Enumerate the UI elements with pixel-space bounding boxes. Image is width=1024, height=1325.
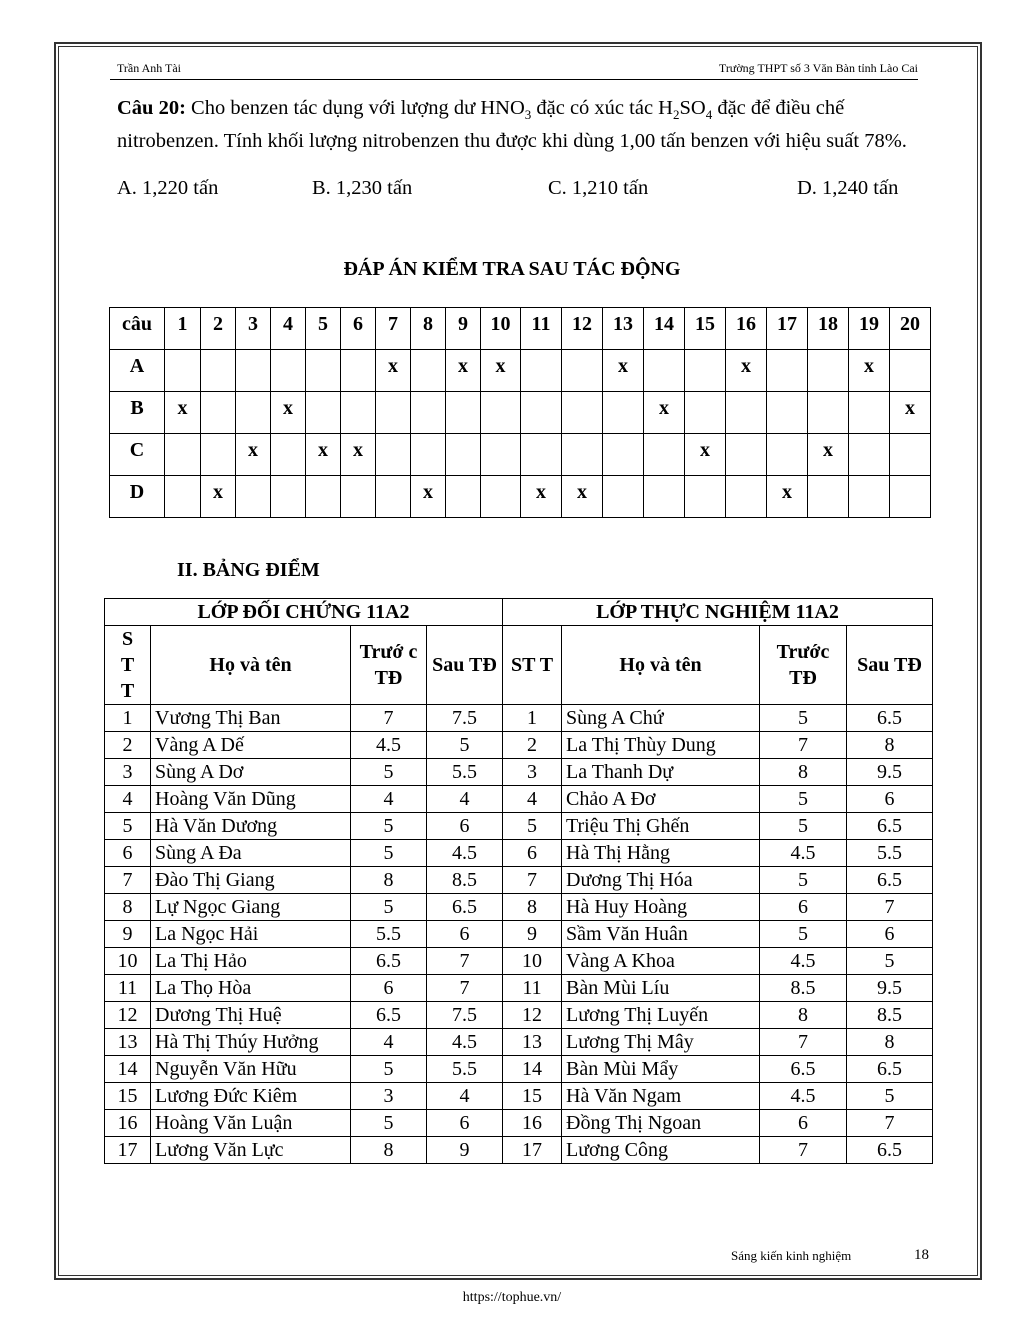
- answer-cell: x: [644, 392, 685, 434]
- cell-before-left: 6.5: [351, 948, 427, 975]
- answer-cell: x: [521, 476, 562, 518]
- cell-stt-left: 11: [105, 975, 151, 1002]
- cell-before-left: 5: [351, 759, 427, 786]
- option-a: A. 1,220 tấn: [117, 177, 219, 199]
- option-b: B. 1,230 tấn: [312, 177, 413, 199]
- cell-before-right: 4.5: [760, 948, 847, 975]
- cell-after-left: 4: [427, 1083, 503, 1110]
- group-control-header: LỚP ĐỐI CHỨNG 11A2: [105, 599, 503, 626]
- cell-name-right: Bàn Mùi Líu: [562, 975, 760, 1002]
- score-row: [105, 705, 933, 732]
- cell-before-right: 6: [760, 1110, 847, 1137]
- cell-name-right: La Thanh Dự: [562, 759, 760, 786]
- cell-after-right: 5: [847, 948, 933, 975]
- score-row: [105, 975, 933, 1002]
- answer-cell: [767, 350, 808, 392]
- answer-cell: [341, 350, 376, 392]
- cell-after-left: 7.5: [427, 1002, 503, 1029]
- cell-before-left: 5: [351, 813, 427, 840]
- cell-name-right: Sầm Văn Huân: [562, 921, 760, 948]
- answer-cell: [165, 476, 201, 518]
- col-before-right: Trước TĐ: [760, 626, 847, 705]
- cell-after-left: 4: [427, 786, 503, 813]
- score-row: [105, 921, 933, 948]
- answer-key-header-cell: 20: [890, 308, 931, 350]
- answer-cell: x: [603, 350, 644, 392]
- answer-option-label: B: [110, 392, 165, 434]
- answer-cell: [644, 350, 685, 392]
- answer-cell: x: [446, 350, 481, 392]
- cell-stt-right: 6: [503, 840, 562, 867]
- answer-key-header-cell: 1: [165, 308, 201, 350]
- option-c: C. 1,210 tấn: [548, 177, 649, 199]
- answer-key-header-cell: 11: [521, 308, 562, 350]
- answer-key-header-cell: 14: [644, 308, 685, 350]
- cell-after-right: 6: [847, 786, 933, 813]
- cell-name-left: Đào Thị Giang: [151, 867, 351, 894]
- cell-stt-right: 12: [503, 1002, 562, 1029]
- cell-stt-left: 10: [105, 948, 151, 975]
- score-row: [105, 1083, 933, 1110]
- cell-after-left: 4.5: [427, 840, 503, 867]
- cell-after-left: 5.5: [427, 1056, 503, 1083]
- cell-stt-right: 3: [503, 759, 562, 786]
- cell-before-right: 7: [760, 1137, 847, 1164]
- cell-before-left: 5: [351, 894, 427, 921]
- answer-cell: x: [685, 434, 726, 476]
- answer-key-header-cell: câu: [110, 308, 165, 350]
- answer-cell: [890, 350, 931, 392]
- answer-cell: [306, 476, 341, 518]
- answer-cell: [306, 392, 341, 434]
- answer-key-header-cell: 12: [562, 308, 603, 350]
- cell-name-left: La Thị Hảo: [151, 948, 351, 975]
- cell-after-right: 8.5: [847, 1002, 933, 1029]
- cell-before-right: 5: [760, 813, 847, 840]
- answer-cell: x: [481, 350, 521, 392]
- cell-stt-left: 9: [105, 921, 151, 948]
- answer-cell: [562, 434, 603, 476]
- cell-before-right: 5: [760, 867, 847, 894]
- answer-cell: [808, 392, 849, 434]
- answer-key-header-cell: 10: [481, 308, 521, 350]
- col-stt-left: S T T: [105, 626, 151, 705]
- answer-cell: [849, 476, 890, 518]
- cell-stt-right: 5: [503, 813, 562, 840]
- answer-cell: [603, 476, 644, 518]
- cell-after-left: 6.5: [427, 894, 503, 921]
- answer-cell: [236, 350, 271, 392]
- answer-cell: [411, 392, 446, 434]
- answer-cell: [521, 392, 562, 434]
- cell-before-left: 5: [351, 1056, 427, 1083]
- cell-stt-left: 15: [105, 1083, 151, 1110]
- score-table: [104, 598, 933, 1164]
- score-row: [105, 1029, 933, 1056]
- answer-cell: [890, 434, 931, 476]
- col-after-right: Sau TĐ: [847, 626, 933, 705]
- cell-after-left: 7: [427, 975, 503, 1002]
- answer-key-row: [110, 350, 931, 392]
- answer-key-header-cell: 17: [767, 308, 808, 350]
- col-name-left: Họ và tên: [151, 626, 351, 705]
- col-before-left: Trướ c TĐ: [351, 626, 427, 705]
- answer-cell: [890, 476, 931, 518]
- cell-name-left: La Ngọc Hải: [151, 921, 351, 948]
- answer-cell: [644, 476, 685, 518]
- answer-cell: [446, 476, 481, 518]
- answer-key-header-row: [110, 308, 931, 350]
- answer-cell: [808, 350, 849, 392]
- answer-cell: [271, 350, 306, 392]
- cell-after-right: 6.5: [847, 1137, 933, 1164]
- cell-name-right: Bàn Mùi Mẩy: [562, 1056, 760, 1083]
- cell-stt-right: 2: [503, 732, 562, 759]
- cell-name-left: Lự Ngọc Giang: [151, 894, 351, 921]
- cell-stt-left: 12: [105, 1002, 151, 1029]
- answer-cell: x: [236, 434, 271, 476]
- answer-key-header-cell: 19: [849, 308, 890, 350]
- answer-cell: [306, 350, 341, 392]
- answer-key-row: [110, 392, 931, 434]
- answer-cell: x: [767, 476, 808, 518]
- cell-name-right: Hà Văn Ngam: [562, 1083, 760, 1110]
- cell-before-right: 8: [760, 759, 847, 786]
- answer-key-header-cell: 4: [271, 308, 306, 350]
- cell-stt-right: 10: [503, 948, 562, 975]
- answer-cell: [726, 476, 767, 518]
- answer-key-header-cell: 15: [685, 308, 726, 350]
- cell-stt-right: 17: [503, 1137, 562, 1164]
- cell-before-left: 5: [351, 1110, 427, 1137]
- answer-cell: [808, 476, 849, 518]
- cell-stt-right: 9: [503, 921, 562, 948]
- question-text-2: đặc có xúc tác H: [531, 97, 673, 119]
- answer-cell: [521, 434, 562, 476]
- answer-key-header-cell: 16: [726, 308, 767, 350]
- answer-key-header-cell: 9: [446, 308, 481, 350]
- answer-cell: [481, 476, 521, 518]
- cell-before-left: 4: [351, 786, 427, 813]
- cell-after-left: 6: [427, 1110, 503, 1137]
- cell-after-left: 6: [427, 921, 503, 948]
- cell-stt-right: 1: [503, 705, 562, 732]
- cell-stt-left: 3: [105, 759, 151, 786]
- cell-after-left: 7: [427, 948, 503, 975]
- answer-cell: x: [271, 392, 306, 434]
- cell-before-left: 5: [351, 840, 427, 867]
- cell-stt-left: 5: [105, 813, 151, 840]
- answer-cell: [481, 392, 521, 434]
- answer-cell: x: [201, 476, 236, 518]
- answer-key-header-cell: 5: [306, 308, 341, 350]
- cell-name-left: Nguyễn Văn Hữu: [151, 1056, 351, 1083]
- cell-after-right: 8: [847, 1029, 933, 1056]
- answer-cell: [685, 476, 726, 518]
- cell-before-left: 4.5: [351, 732, 427, 759]
- cell-name-left: Dương Thị Huệ: [151, 1002, 351, 1029]
- cell-after-left: 4.5: [427, 1029, 503, 1056]
- cell-after-right: 7: [847, 1110, 933, 1137]
- cell-after-right: 9.5: [847, 759, 933, 786]
- cell-name-left: Lương Đức Kiêm: [151, 1083, 351, 1110]
- answer-cell: [236, 392, 271, 434]
- col-stt-right: ST T: [503, 626, 562, 705]
- answer-cell: [201, 392, 236, 434]
- group-experiment-header: LỚP THỰC NGHIỆM 11A2: [503, 599, 933, 626]
- answer-cell: [726, 434, 767, 476]
- cell-before-left: 3: [351, 1083, 427, 1110]
- cell-after-left: 6: [427, 813, 503, 840]
- cell-stt-left: 17: [105, 1137, 151, 1164]
- footer-url[interactable]: https://tophue.vn/: [462, 1290, 562, 1305]
- cell-before-right: 7: [760, 1029, 847, 1056]
- cell-name-left: Vương Thị Ban: [151, 705, 351, 732]
- score-row: [105, 786, 933, 813]
- answer-cell: [849, 434, 890, 476]
- cell-before-right: 4.5: [760, 840, 847, 867]
- cell-name-left: Vàng A Dế: [151, 732, 351, 759]
- cell-stt-left: 13: [105, 1029, 151, 1056]
- cell-stt-left: 14: [105, 1056, 151, 1083]
- score-row: [105, 1137, 933, 1164]
- cell-name-right: Triệu Thị Ghến: [562, 813, 760, 840]
- question-sub-3: 4: [705, 107, 713, 123]
- cell-name-left: Hà Văn Dương: [151, 813, 351, 840]
- cell-stt-left: 2: [105, 732, 151, 759]
- cell-stt-left: 1: [105, 705, 151, 732]
- answer-cell: [726, 392, 767, 434]
- answer-key-header-cell: 6: [341, 308, 376, 350]
- cell-after-right: 7: [847, 894, 933, 921]
- cell-before-left: 8: [351, 1137, 427, 1164]
- score-row: [105, 759, 933, 786]
- cell-name-right: Dương Thị Hóa: [562, 867, 760, 894]
- cell-name-left: Lương Văn Lực: [151, 1137, 351, 1164]
- score-row: [105, 840, 933, 867]
- score-row: [105, 1056, 933, 1083]
- score-row: [105, 1110, 933, 1137]
- answer-cell: [562, 392, 603, 434]
- answer-cell: x: [341, 434, 376, 476]
- answer-cell: [376, 392, 411, 434]
- cell-before-right: 6: [760, 894, 847, 921]
- answer-cell: [201, 434, 236, 476]
- cell-before-right: 5: [760, 921, 847, 948]
- answer-cell: x: [411, 476, 446, 518]
- page-number: 18: [914, 1247, 929, 1263]
- cell-before-right: 6.5: [760, 1056, 847, 1083]
- cell-name-right: Sùng A Chứ: [562, 705, 760, 732]
- answer-key-header-cell: 8: [411, 308, 446, 350]
- answer-cell: x: [808, 434, 849, 476]
- question-text-3: SO: [679, 97, 706, 119]
- cell-name-right: Hà Thị Hằng: [562, 840, 760, 867]
- section-title-score: II. BẢNG ĐIỂM: [177, 559, 320, 581]
- answer-key-header-cell: 13: [603, 308, 644, 350]
- footer-label: Sáng kiến kinh nghiệm: [731, 1248, 852, 1263]
- answer-key-title: ĐÁP ÁN KIỂM TRA SAU TÁC ĐỘNG: [343, 258, 681, 280]
- answer-cell: [644, 434, 685, 476]
- cell-name-right: Lương Thị Mây: [562, 1029, 760, 1056]
- answer-cell: [271, 476, 306, 518]
- cell-before-left: 6.5: [351, 1002, 427, 1029]
- cell-after-right: 5: [847, 1083, 933, 1110]
- answer-cell: x: [306, 434, 341, 476]
- question-sub-1: 3: [524, 107, 532, 123]
- answer-key-row: [110, 476, 931, 518]
- answer-cell: [376, 476, 411, 518]
- answer-cell: x: [562, 476, 603, 518]
- cell-stt-left: 6: [105, 840, 151, 867]
- answer-cell: [446, 434, 481, 476]
- answer-cell: [562, 350, 603, 392]
- cell-after-right: 6.5: [847, 705, 933, 732]
- cell-name-right: La Thị Thùy Dung: [562, 732, 760, 759]
- header-author: Trần Anh Tài: [117, 61, 182, 75]
- answer-cell: x: [376, 350, 411, 392]
- cell-name-right: Vàng A Khoa: [562, 948, 760, 975]
- cell-stt-right: 13: [503, 1029, 562, 1056]
- cell-name-right: Đồng Thị Ngoan: [562, 1110, 760, 1137]
- answer-cell: [411, 350, 446, 392]
- cell-before-left: 5.5: [351, 921, 427, 948]
- cell-stt-right: 11: [503, 975, 562, 1002]
- score-row: [105, 894, 933, 921]
- answer-option-label: A: [110, 350, 165, 392]
- answer-key-header-cell: 18: [808, 308, 849, 350]
- cell-name-left: Hoàng Văn Dũng: [151, 786, 351, 813]
- cell-stt-right: 15: [503, 1083, 562, 1110]
- answer-cell: [341, 476, 376, 518]
- cell-before-right: 5: [760, 705, 847, 732]
- answer-cell: [521, 350, 562, 392]
- question-label: Câu 20:: [117, 97, 186, 119]
- cell-after-right: 6: [847, 921, 933, 948]
- answer-cell: [271, 434, 306, 476]
- question-20: [117, 95, 922, 155]
- option-d: D. 1,240 tấn: [797, 177, 899, 199]
- col-after-left: Sau TĐ: [427, 626, 503, 705]
- answer-key-table: [109, 307, 931, 518]
- col-name-right: Họ và tên: [562, 626, 760, 705]
- cell-name-left: Sùng A Đa: [151, 840, 351, 867]
- answer-cell: [685, 350, 726, 392]
- cell-before-right: 8: [760, 1002, 847, 1029]
- cell-before-right: 4.5: [760, 1083, 847, 1110]
- cell-stt-left: 8: [105, 894, 151, 921]
- answer-cell: [603, 392, 644, 434]
- score-row: [105, 732, 933, 759]
- score-row: [105, 813, 933, 840]
- cell-before-right: 8.5: [760, 975, 847, 1002]
- cell-stt-right: 14: [503, 1056, 562, 1083]
- cell-after-left: 5: [427, 732, 503, 759]
- cell-after-left: 8.5: [427, 867, 503, 894]
- cell-after-right: 6.5: [847, 813, 933, 840]
- question-text-4: đặc để điều chế nitrobenzen. Tính khối lượng nitrobenzen thu được khi dùng 1,00 tấn benzen với hiệu suất 78%.: [117, 97, 907, 153]
- answer-key-header-cell: 2: [201, 308, 236, 350]
- cell-after-right: 9.5: [847, 975, 933, 1002]
- cell-name-right: Lương Thị Luyến: [562, 1002, 760, 1029]
- question-sub-2: 2: [672, 107, 680, 123]
- cell-stt-right: 7: [503, 867, 562, 894]
- cell-stt-left: 16: [105, 1110, 151, 1137]
- header-divider: [110, 79, 918, 80]
- cell-after-right: 8: [847, 732, 933, 759]
- cell-name-left: La Thọ Hòa: [151, 975, 351, 1002]
- cell-name-left: Sùng A Dơ: [151, 759, 351, 786]
- cell-after-left: 7.5: [427, 705, 503, 732]
- cell-before-right: 7: [760, 732, 847, 759]
- cell-after-left: 9: [427, 1137, 503, 1164]
- cell-name-right: Chảo A Đơ: [562, 786, 760, 813]
- cell-before-left: 8: [351, 867, 427, 894]
- answer-cell: [165, 434, 201, 476]
- question-text-1: Cho benzen tác dụng với lượng dư HNO: [185, 97, 525, 119]
- answer-cell: [767, 392, 808, 434]
- cell-name-left: Hà Thị Thúy Hưởng: [151, 1029, 351, 1056]
- answer-key-header-cell: 3: [236, 308, 271, 350]
- answer-option-label: C: [110, 434, 165, 476]
- answer-key-header-cell: 7: [376, 308, 411, 350]
- cell-after-right: 6.5: [847, 1056, 933, 1083]
- cell-after-right: 6.5: [847, 867, 933, 894]
- answer-cell: [849, 392, 890, 434]
- answer-cell: x: [890, 392, 931, 434]
- answer-cell: [165, 350, 201, 392]
- cell-name-right: Hà Huy Hoàng: [562, 894, 760, 921]
- answer-cell: [411, 434, 446, 476]
- cell-stt-left: 4: [105, 786, 151, 813]
- answer-cell: x: [849, 350, 890, 392]
- answer-cell: [481, 434, 521, 476]
- cell-stt-right: 4: [503, 786, 562, 813]
- header-school: Trường THPT số 3 Văn Bàn tỉnh Lào Cai: [718, 61, 918, 75]
- cell-before-left: 4: [351, 1029, 427, 1056]
- answer-cell: [341, 392, 376, 434]
- cell-name-left: Hoàng Văn Luận: [151, 1110, 351, 1137]
- cell-stt-left: 7: [105, 867, 151, 894]
- score-row: [105, 948, 933, 975]
- cell-name-right: Lương Công: [562, 1137, 760, 1164]
- cell-after-left: 5.5: [427, 759, 503, 786]
- answer-cell: [603, 434, 644, 476]
- answer-option-label: D: [110, 476, 165, 518]
- cell-before-left: 7: [351, 705, 427, 732]
- score-row: [105, 867, 933, 894]
- answer-cell: [236, 476, 271, 518]
- answer-cell: x: [726, 350, 767, 392]
- answer-cell: [685, 392, 726, 434]
- cell-after-right: 5.5: [847, 840, 933, 867]
- answer-key-row: [110, 434, 931, 476]
- cell-stt-right: 16: [503, 1110, 562, 1137]
- score-row: [105, 1002, 933, 1029]
- answer-cell: [767, 434, 808, 476]
- answer-cell: [376, 434, 411, 476]
- cell-before-right: 5: [760, 786, 847, 813]
- cell-stt-right: 8: [503, 894, 562, 921]
- answer-cell: [446, 392, 481, 434]
- answer-cell: x: [165, 392, 201, 434]
- cell-before-left: 6: [351, 975, 427, 1002]
- answer-cell: [201, 350, 236, 392]
